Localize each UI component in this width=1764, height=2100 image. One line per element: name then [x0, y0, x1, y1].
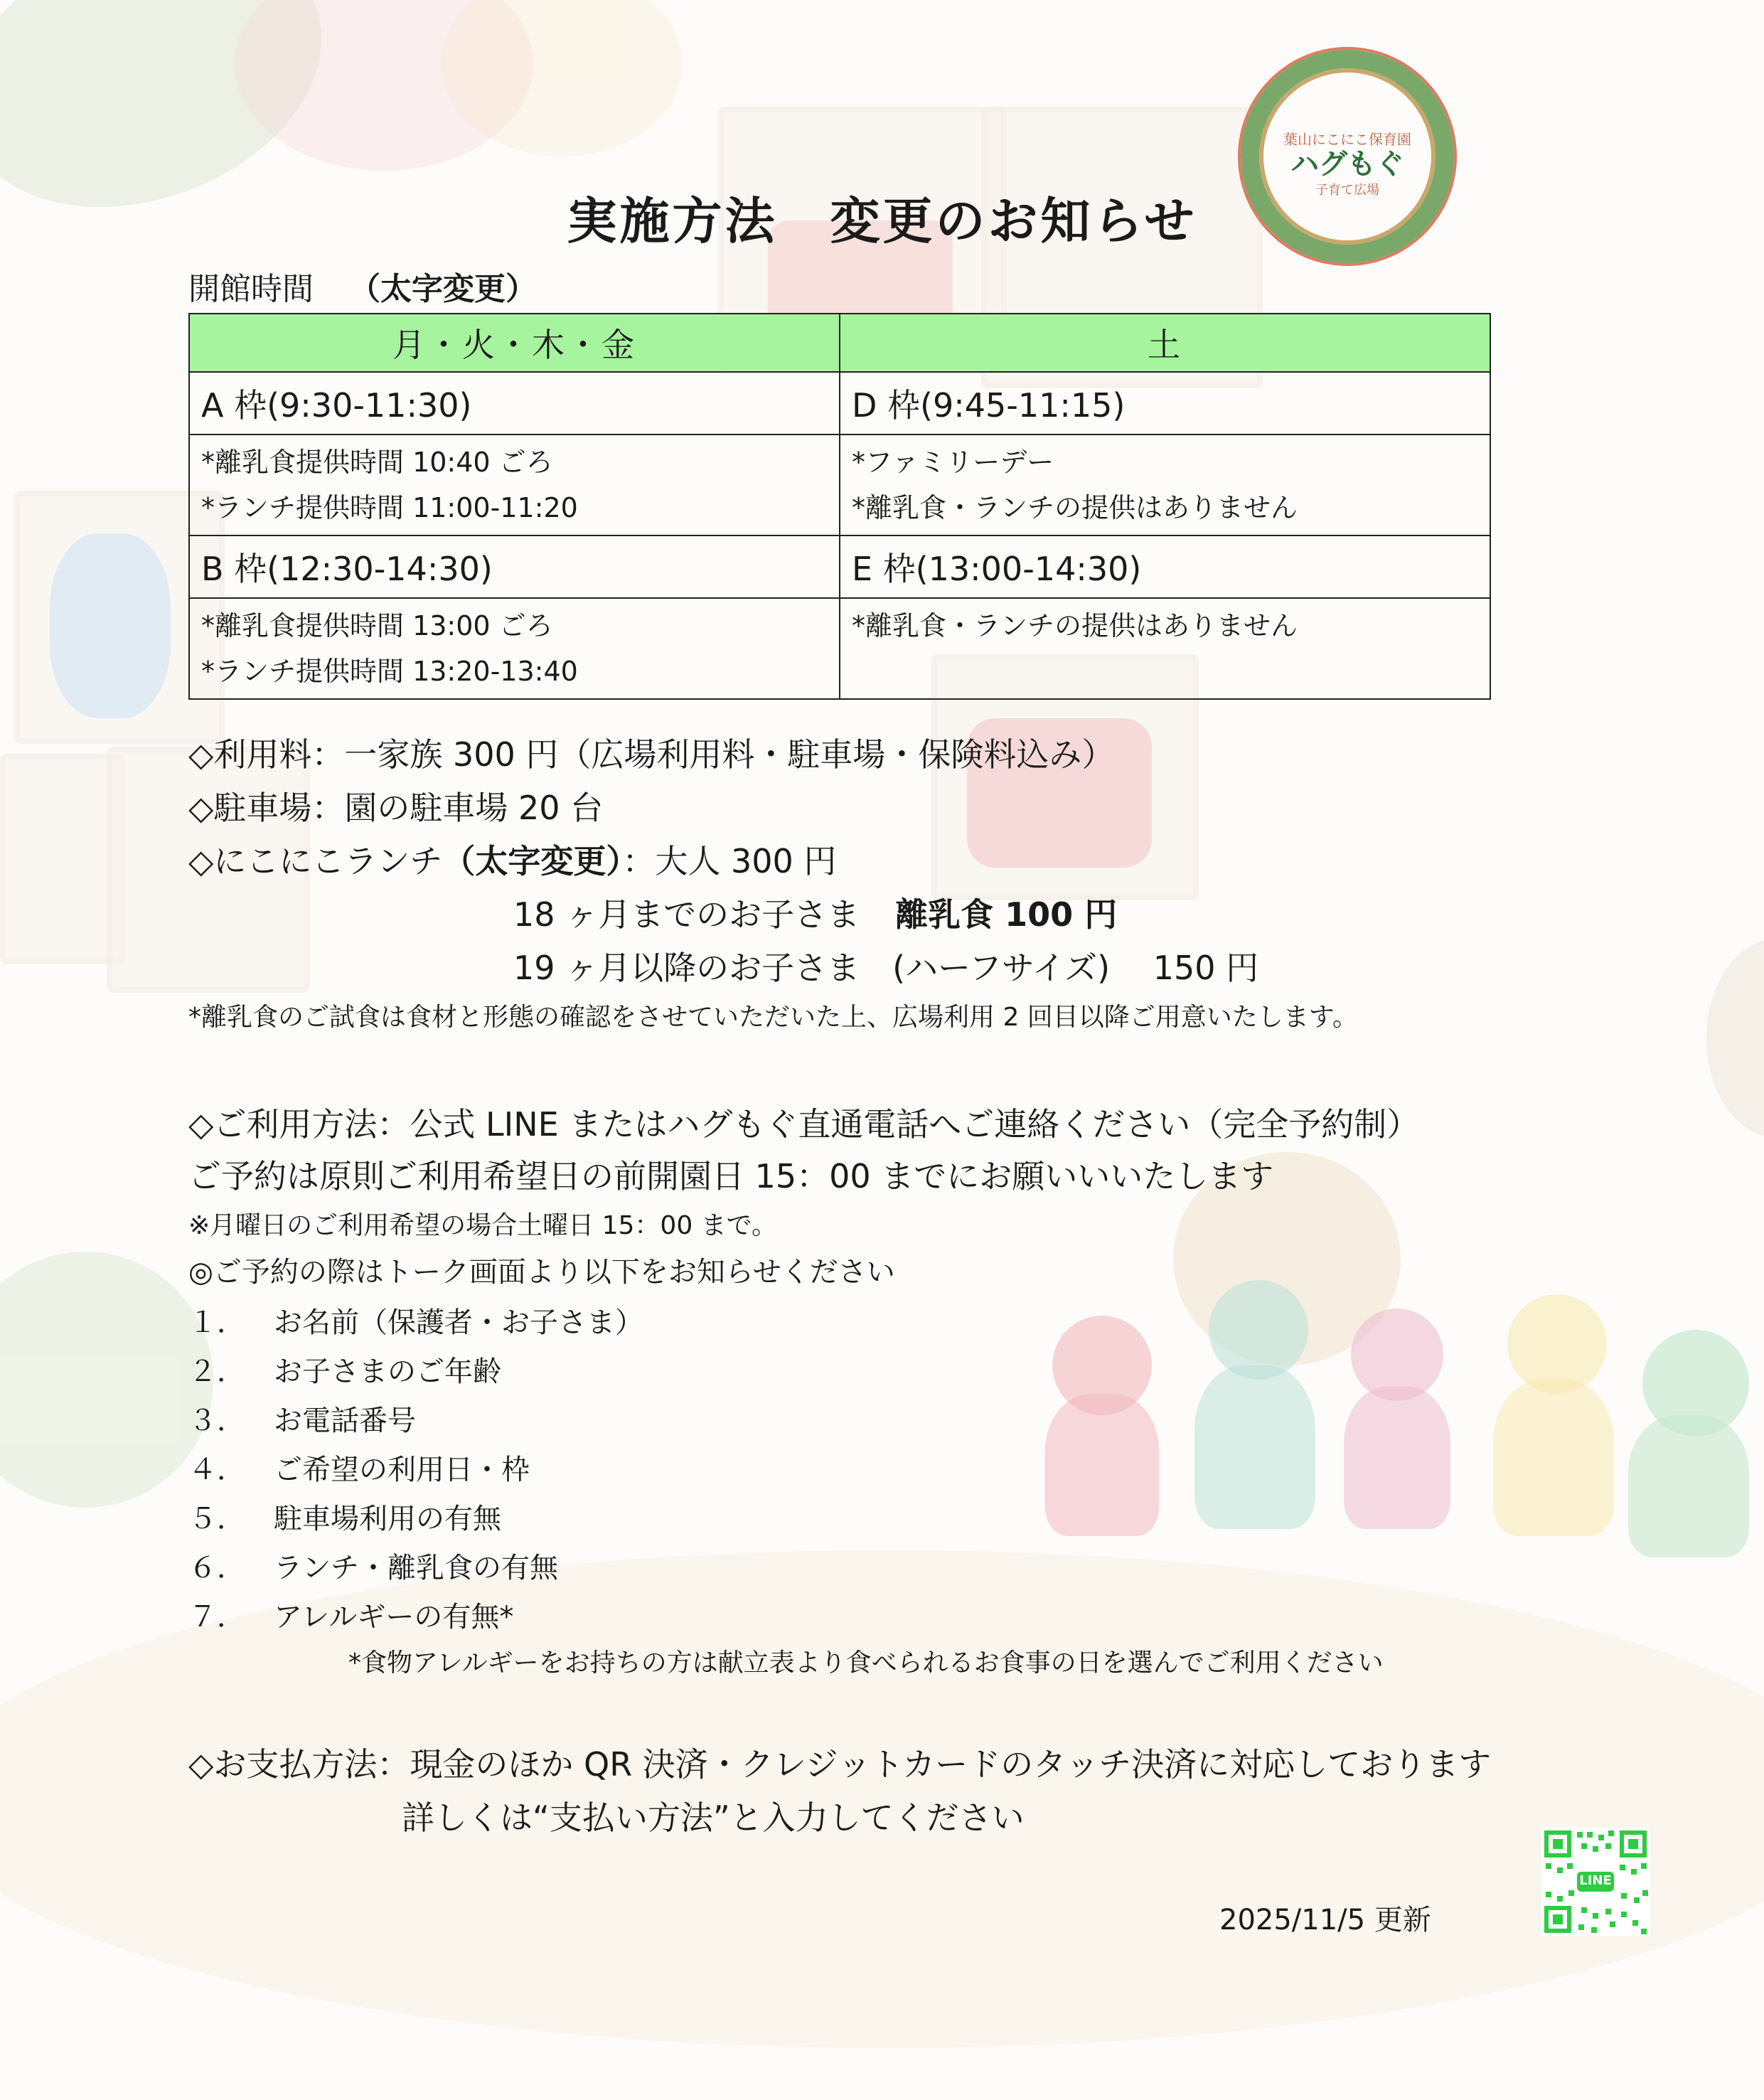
list-item — [188, 1349, 501, 1390]
item-number: ５． — [188, 1503, 245, 1535]
list-item — [188, 1447, 530, 1488]
list-item — [188, 1398, 416, 1439]
list-item — [188, 1594, 513, 1635]
allergy-note: *食物アレルギーをお持ちの方は献立表より食べられるお食事の日を選んでご利用ください — [348, 1648, 1384, 1678]
slot-a-notes — [189, 435, 840, 535]
monday-note: ※月曜日のご利用希望の場合土曜日 15：00 まで。 — [188, 1211, 777, 1240]
fee-lunch-child: 19 ヶ月以降のお子さま (ハーフサイズ) 150 円 — [513, 949, 1259, 987]
fee-lunch-infant — [513, 889, 1117, 936]
list-item — [188, 1300, 643, 1341]
item-text: アレルギーの有無* — [274, 1601, 514, 1633]
note-line: *離乳食提供時間 13:00 ごろ — [201, 610, 553, 641]
note-line: *ランチ提供時間 11:00-11:20 — [201, 492, 578, 523]
qr-line-label: LINE — [1579, 1873, 1612, 1888]
fee-usage: ◇利用料：一家族 300 円（広場利用料・駐車場・保険料込み） — [188, 735, 1115, 774]
list-item — [188, 1545, 558, 1586]
slot-e-notes — [840, 598, 1490, 699]
logo-caption: 子育て広場 — [1315, 183, 1379, 198]
slot-b-label: B 枠(12:30-14:30) — [201, 550, 493, 588]
line-qr-code[interactable] — [1541, 1828, 1650, 1936]
booking-intro: ◎ご予約の際はトーク画面より以下をお知らせください — [188, 1256, 895, 1289]
item-number: ２． — [188, 1355, 245, 1388]
slot-d — [840, 372, 1490, 435]
lunch-adult-price: ：大人 300 円 — [622, 842, 837, 880]
logo-subtitle: 葉山にこにこ保育園 — [1283, 131, 1411, 148]
item-number: １． — [188, 1306, 245, 1339]
item-number: ６． — [188, 1552, 245, 1584]
item-number: ４． — [188, 1454, 245, 1486]
table-row — [189, 372, 1490, 435]
fee-lunch — [188, 836, 836, 883]
hours-label-text: 開館時間 — [188, 271, 314, 307]
table-row — [189, 435, 1490, 535]
booking-deadline: ご予約は原則ご利用希望日の前開園日 15：00 までにお願いいいたします — [188, 1157, 1274, 1195]
item-text: お名前（保護者・お子さま） — [274, 1306, 643, 1339]
item-number: ３． — [188, 1405, 245, 1437]
slot-e — [840, 535, 1490, 598]
list-item — [188, 1496, 501, 1537]
item-text: お子さまのご年齢 — [274, 1355, 501, 1388]
infant-label: 18 ヶ月までのお子さま — [513, 895, 860, 934]
schedule-table — [188, 313, 1491, 700]
table-row — [189, 535, 1490, 598]
note-line: *離乳食・ランチの提供はありません — [852, 610, 1298, 641]
booking-method: ◇ご利用方法：公式 LINE またはハグもぐ直通電話へご連絡ください（完全予約制） — [188, 1105, 1420, 1144]
logo-name: ハグもぐ — [1290, 148, 1404, 181]
note-line: *離乳食・ランチの提供はありません — [852, 492, 1298, 523]
trial-note: *離乳食のご試食は食材と形態の確認をさせていただいた上、広場利用 2 回目以降ご用意いたします。 — [188, 1003, 1358, 1032]
slot-b — [189, 535, 840, 598]
item-text: 駐車場利用の有無 — [274, 1503, 501, 1535]
header-weekdays: 月・火・木・金 — [189, 314, 840, 372]
note-line: *ランチ提供時間 13:20-13:40 — [201, 656, 578, 687]
item-text: お電話番号 — [274, 1405, 416, 1437]
slot-d-notes — [840, 435, 1490, 535]
header-saturday: 土 — [840, 314, 1490, 372]
slot-d-label: D 枠(9:45-11:15) — [852, 386, 1126, 425]
slot-b-notes — [189, 598, 840, 699]
page-title: 実施方法 変更のお知らせ — [567, 192, 1197, 250]
item-text: ランチ・離乳食の有無 — [274, 1552, 558, 1584]
slot-e-label: E 枠(13:00-14:30) — [852, 550, 1142, 588]
lunch-label: ◇にこにこランチ — [188, 842, 443, 880]
item-number: ７． — [188, 1601, 245, 1633]
item-text: ご希望の利用日・枠 — [274, 1454, 530, 1486]
note-line: *ファミリーデー — [852, 447, 1054, 478]
infant-price: 離乳食 100 円 — [895, 895, 1118, 934]
schedule-header-row — [189, 314, 1490, 372]
opening-hours-label — [188, 263, 537, 309]
fee-parking: ◇駐車場：園の駐車場 20 台 — [188, 789, 604, 827]
slot-a-label: A 枠(9:30-11:30) — [201, 386, 472, 425]
payment-method: ◇お支払方法：現金のほか QR 決済・クレジットカードのタッチ決済に対応しております — [188, 1745, 1492, 1784]
note-line: *離乳食提供時間 10:40 ごろ — [201, 447, 553, 478]
table-row — [189, 598, 1490, 699]
lunch-bold-note: （太字変更） — [442, 842, 623, 880]
payment-hint: 詳しくは“支払い方法”と入力してください — [402, 1798, 1025, 1837]
hours-label-note: （太字変更） — [349, 271, 537, 307]
slot-a — [189, 372, 840, 435]
updated-date: 2025/11/5 更新 — [1219, 1904, 1431, 1936]
